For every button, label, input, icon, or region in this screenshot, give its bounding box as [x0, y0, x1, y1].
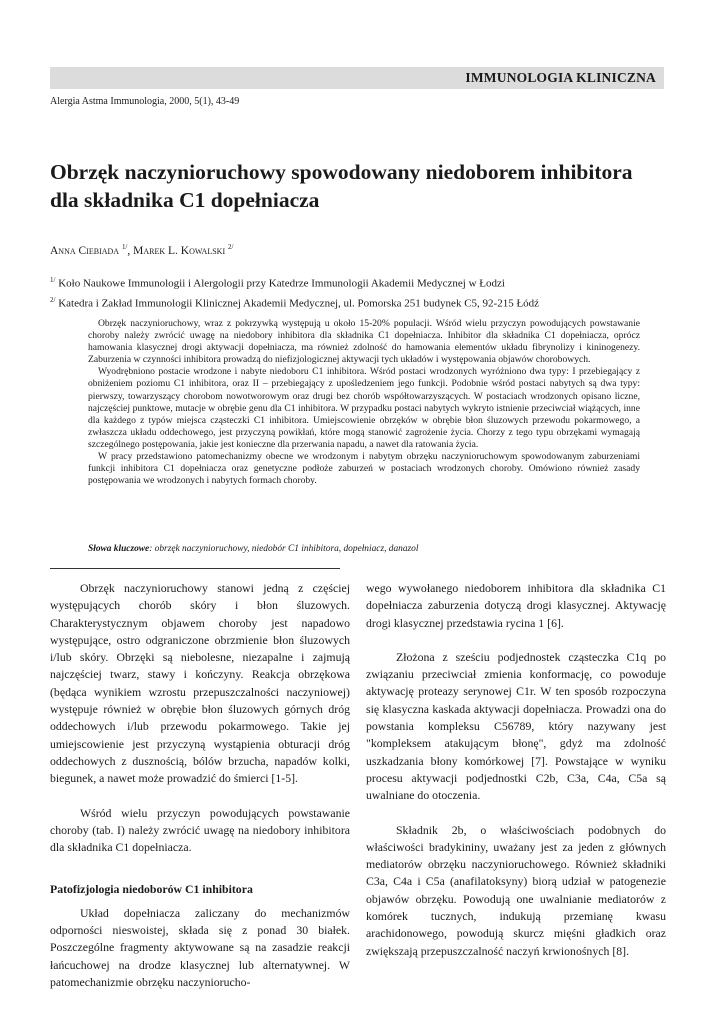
keywords-label: Słowa kluczowe: [88, 544, 150, 554]
body-paragraph: Obrzęk naczynioruchowy stanowi jedną z częściej występujących chorób skóry i błon śluzowych. Charakterystycznym objawem choroby jest napadowo występujące, ostro odgraniczone obrzmienie błon śluzowych i/lub skóry. Obrzęki są niebolesne, niezapalne i zajmują najczęściej twarz, stawy i kończyny. Reakcja obrzękowa (będąca wynikiem wzrostu przepuszczalności naczyniowej) występuje również w obrębie błon śluzowych górnych dróg oddechowych i/lub przewodu pokarmowego. Takie jej umiejscowienie jest przyczyną wystąpienia obturacji dróg oddechowych z dusznością, bólów brzucha, napadów kolki, biegunek, a nawet może prowadzić do śmierci [1-5].: [50, 581, 350, 786]
journal-citation: Alergia Astma Immunologia, 2000, 5(1), 43-49: [50, 96, 240, 107]
keywords-text: : obrzęk naczynioruchowy, niedobór C1 inhibitora, dopełniacz, danazol: [149, 544, 419, 554]
affiliations: [50, 272, 539, 311]
body-paragraph: Układ dopełniacza zaliczany do mechanizmów odporności nieswoistej, składa się z ponad 30 białek. Poszczególne fragmenty aktywowane są na zasadzie reakcji łańcuchowej na drodze klasycznej lub alternatywnej. W patomechanizmie obrzęku naczyniorucho-: [50, 905, 350, 989]
article-title: Obrzęk naczynioruchowy spowodowany niedoborem inhibitora dla składnika C1 dopełniacza: [50, 160, 633, 212]
section-banner: [50, 67, 664, 89]
abstract: [88, 318, 640, 487]
abstract-paragraph: Obrzęk naczynioruchowy, wraz z pokrzywką występują u około 15-20% populacji. Wśród wielu przyczyn powodujących powstawanie choroby należy zwrócić uwagę na niedobory inhibitora dla składnika C1 dopełniacza. Inhibitor dla składnika C1 dopełniacza, oprócz hamowania klasycznej drogi aktywacji dopełniacza, ma również zdolność do hamowania elementów układu fibrynolizy i kininogenezy. Zaburzenia w czynności inhibitora prowadzą do niefizjologicznej aktywacji tych układów i występowania objawów chorobowych.: [88, 318, 640, 366]
author-affiliation-mark: 2/: [228, 243, 234, 251]
author-affiliation-mark: 1/: [121, 243, 128, 251]
abstract-paragraph: W pracy przedstawiono patomechanizmy obecne we wrodzonym i nabytym obrzęku naczynioruchowym spowodowanym zaburzeniami funkcji inhibitora C1 dopełniacza oraz genetyczne podłoże zaburzeń w postaciach wrodzonych choroby. Omówiono również zasady postępowania we wrodzonych i nabytych formach choroby.: [88, 451, 640, 487]
affiliation-text: Koło Naukowe Immunologii i Alergologii przy Katedrze Immunologii Akademii Medycznej w Łodzi: [58, 277, 505, 290]
body-paragraph: Złożona z sześciu podjednostek cząsteczka C1q po związaniu przeciwciał zmienia konformację, co powoduje aktywację proteazy serynowej C1r. W ten sposób rozpoczyna się klasyczna kaskada aktywacji dopełniacza. Prowadzi ona do powstania kompleksu C56789, który nazywany jest "kompleksem atakującym błonę", gdyż ma zdolność uszkadzania błony komórkowej [7]. Powstające w wyniku procesu aktywacji podjednostki C2b, C3a, C4a, C5a są uwalniane do otoczenia.: [366, 649, 666, 803]
affiliation-item: [50, 292, 539, 312]
body-paragraph: wego wywołanego niedoborem inhibitora dla składnika C1 dopełniacza zaburzenia dotyczą drogi klasycznej. Aktywację drogi klasycznej przedstawia rycina 1 [6].: [366, 581, 666, 630]
affiliation-mark: 1/: [50, 276, 56, 284]
keywords: [88, 544, 418, 554]
author-name: Marek L. Kowalski: [133, 244, 226, 257]
affiliation-text: Katedra i Zakład Immunologii Klinicznej Akademii Medycznej, ul. Pomorska 251 budynek C5, 92-215 Łódź: [58, 297, 540, 310]
affiliation-mark: 2/: [50, 295, 56, 304]
body-column-right: [366, 580, 666, 960]
affiliation-item: [50, 272, 539, 292]
section-heading: Patofizjologia niedoborów C1 inhibitora: [50, 882, 253, 897]
body-column-left: [50, 580, 350, 991]
abstract-paragraph: Wyodrębniono postacie wrodzone i nabyte niedoboru C1 inhibitora. Wśród postaci wrodzonych wyróżniono dwa typy: I przebiegający z obniżeniem poziomu C1 inhibitora, oraz II – przebiegający z upośledzeniem jego funkcji. Podobnie wśród postaci nabytych są dwa typy: pierwszy, towarzyszący chorobom nowotworowym oraz drugi bez chorób współtowarzyszących. W postaciach wrodzonych opisano liczne, najczęściej punktowe, mutacje w obrębie genu dla C1 inhibitora. W przypadku postaci nabytych wykryto istnienie przeciwciał wiążących, inne dla każdego z typów miejsca cząsteczki C1 inhibitora. Umiejscowienie obrzęków w obrębie błon śluzowych przewodu pokarmowego, a zwłaszcza układu oddechowego, jest przyczyną powikłań, które mogą stanowić zagrożenie życia. Chorzy z tego typu obrzękami wymagają szczególnego postępowania, jakie jest konieczne dla przerwania napadu, a nawet dla ratowania życia.: [88, 366, 640, 450]
divider: [50, 568, 340, 569]
author-separator: ,: [127, 244, 134, 257]
section-title: IMMUNOLOGIA KLINICZNA: [465, 70, 656, 85]
author-list: [50, 243, 233, 257]
author-name: Anna Ciebiada: [50, 244, 120, 257]
body-paragraph: Wśród wielu przyczyn powodujących powstawanie choroby (tab. I) należy zwrócić uwagę na niedobory inhibitora dla składnika C1 dopełniacza.: [50, 805, 350, 855]
body-paragraph: Składnik 2b, o właściwościach podobnych do właściwości bradykininy, uważany jest za jeden z głównych mediatorów obrzęku naczynioruchowego. Również składniki C3a, C4a i C5a (anafilatoksyny) biorą udział w patogenezie objawów obrzęku. Powodują one uwalnianie mediatorów z komórek tucznych, indukują przemianę kwasu arachidonowego, powodują skurcz mięśni gładkich oraz zwiększają przepuszczalność naczyń krwionośnych [8].: [366, 822, 666, 958]
